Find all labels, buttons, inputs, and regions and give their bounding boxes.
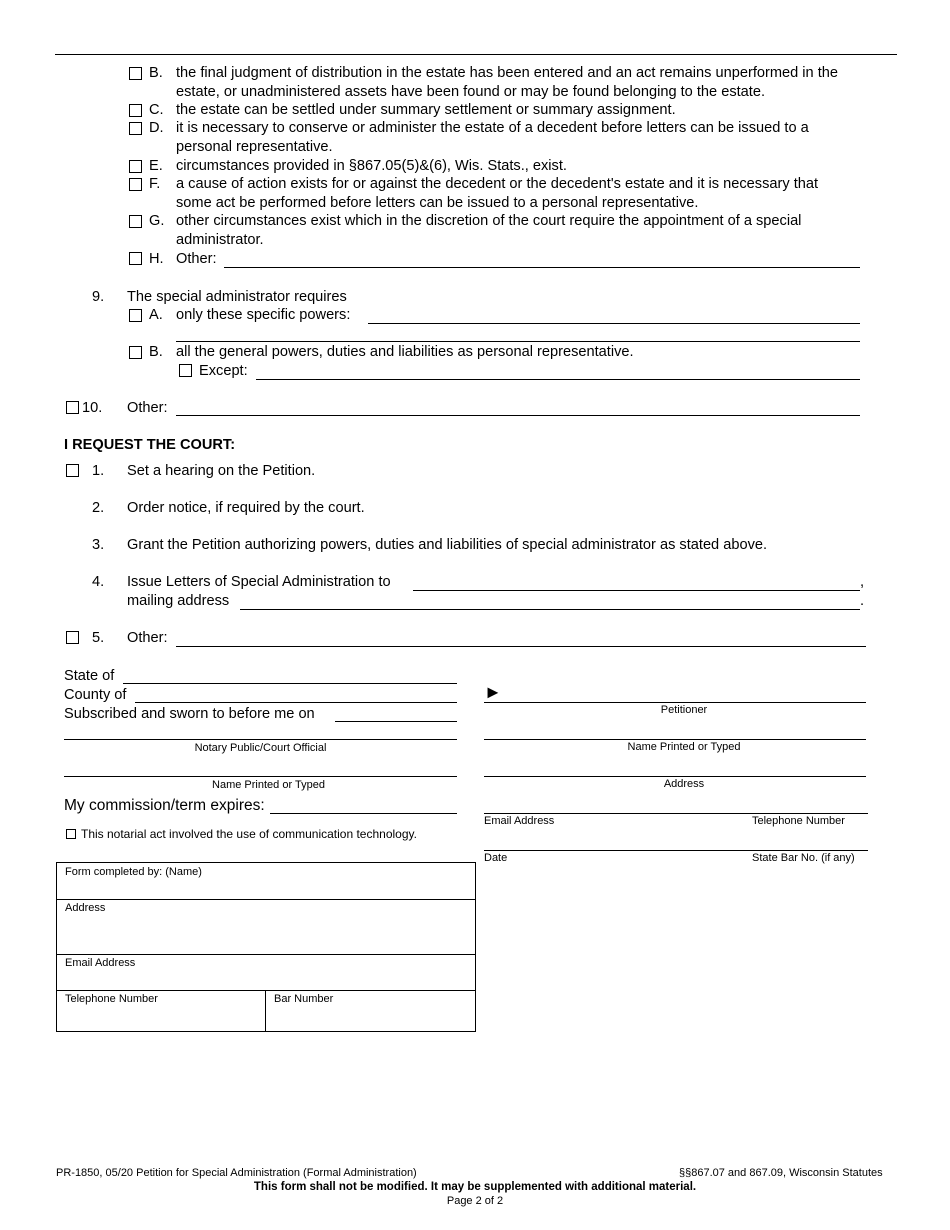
checkbox-9b-except[interactable] bbox=[179, 364, 192, 377]
option-8g-letter: G. bbox=[149, 213, 165, 229]
notary-county-label: County of bbox=[64, 687, 127, 703]
checkbox-8e[interactable] bbox=[129, 160, 142, 173]
request-1-number: 1. bbox=[92, 463, 105, 479]
request-2-number: 2. bbox=[92, 500, 105, 516]
checkbox-8d[interactable] bbox=[129, 122, 142, 135]
completed-telephone-label: Telephone Number bbox=[65, 993, 158, 1005]
checkbox-8h[interactable] bbox=[129, 252, 142, 265]
option-9b-except-line[interactable] bbox=[256, 379, 860, 380]
petitioner-date-label: Date bbox=[484, 852, 508, 864]
section-10-label: Other: bbox=[127, 400, 168, 416]
petitioner-telephone-label: Telephone Number bbox=[752, 815, 845, 827]
petitioner-signature-line[interactable] bbox=[484, 702, 866, 703]
option-8h-line[interactable] bbox=[224, 267, 860, 268]
notary-commission-label: My commission/term expires: bbox=[64, 797, 265, 814]
checkbox-8b[interactable] bbox=[129, 67, 142, 80]
request-5-number: 5. bbox=[92, 630, 105, 646]
notary-name-line[interactable] bbox=[64, 776, 457, 777]
petitioner-email-phone-line[interactable] bbox=[484, 813, 868, 814]
petitioner-email-label: Email Address bbox=[484, 815, 555, 827]
option-8b-text-2: estate, or unadministered assets have been found or may be found belonging to the estate. bbox=[176, 84, 766, 100]
option-9a-line-2[interactable] bbox=[176, 341, 860, 342]
option-8b-text: the final judgment of distribution in the estate has been entered and an act remains unperformed in the bbox=[176, 65, 839, 81]
option-8c-letter: C. bbox=[149, 102, 164, 118]
footer-notice: This form shall not be modified. It may be supplemented with additional material. bbox=[253, 1181, 697, 1193]
checkbox-request-1[interactable] bbox=[66, 464, 79, 477]
petitioner-name-line[interactable] bbox=[484, 739, 866, 740]
notary-commission-line[interactable] bbox=[270, 813, 457, 814]
option-9b-except-label: Except: bbox=[199, 363, 248, 379]
footer-statutes: §§867.07 and 867.09, Wisconsin Statutes bbox=[679, 1167, 883, 1179]
option-8e-text: circumstances provided in §867.05(5)&(6), Wis. Stats., exist. bbox=[176, 158, 567, 174]
checkbox-9a[interactable] bbox=[129, 309, 142, 322]
option-9a-letter: A. bbox=[149, 307, 163, 323]
option-8d-text-2: personal representative. bbox=[176, 139, 333, 155]
section-9-intro: The special administrator requires bbox=[127, 289, 347, 305]
completed-divider-3 bbox=[57, 990, 475, 991]
request-2-text: Order notice, if required by the court. bbox=[127, 500, 365, 516]
checkbox-8c[interactable] bbox=[129, 104, 142, 117]
option-8f-text-2: some act be performed before letters can be issued to a personal representative. bbox=[176, 195, 699, 211]
notary-county-line[interactable] bbox=[135, 702, 457, 703]
notary-official-line[interactable] bbox=[64, 739, 457, 740]
completed-divider-vertical bbox=[265, 990, 266, 1031]
option-8e-letter: E. bbox=[149, 158, 163, 174]
request-4-mailing-label: mailing address bbox=[127, 593, 230, 609]
request-3-text: Grant the Petition authorizing powers, duties and liabilities of special administrator as stated above. bbox=[127, 537, 768, 553]
request-5-line[interactable] bbox=[176, 646, 866, 647]
request-4-text: Issue Letters of Special Administration to bbox=[127, 574, 391, 590]
notary-state-label: State of bbox=[64, 668, 115, 684]
notary-communication-label: This notarial act involved the use of communication technology. bbox=[81, 827, 417, 841]
petitioner-label: Petitioner bbox=[660, 704, 708, 716]
section-10-line[interactable] bbox=[176, 415, 860, 416]
checkbox-8g[interactable] bbox=[129, 215, 142, 228]
petitioner-name-label: Name Printed or Typed bbox=[627, 741, 741, 753]
petitioner-address-label: Address bbox=[663, 778, 705, 790]
checkbox-communication-technology[interactable] bbox=[66, 829, 76, 839]
form-completed-by-box bbox=[56, 862, 476, 1032]
petitioner-address-line[interactable] bbox=[484, 776, 866, 777]
option-8d-letter: D. bbox=[149, 120, 164, 136]
checkbox-8f[interactable] bbox=[129, 178, 142, 191]
petitioner-date-bar-line[interactable] bbox=[484, 850, 868, 851]
checkbox-10[interactable] bbox=[66, 401, 79, 414]
option-9a-label: only these specific powers: bbox=[176, 307, 351, 323]
completed-address-label: Address bbox=[65, 902, 106, 914]
section-9-number: 9. bbox=[92, 289, 105, 305]
request-4-line[interactable] bbox=[413, 590, 860, 591]
request-heading: I REQUEST THE COURT: bbox=[64, 437, 236, 453]
completed-email-label: Email Address bbox=[65, 957, 136, 969]
option-8d-text: it is necessary to conserve or administer the estate of a decedent before letters can be issued to a bbox=[176, 120, 809, 136]
option-8f-letter: F. bbox=[149, 176, 161, 192]
option-8c-text: the estate can be settled under summary settlement or summary assignment. bbox=[176, 102, 676, 118]
option-9b-letter: B. bbox=[149, 344, 163, 360]
top-rule bbox=[55, 54, 897, 55]
option-8b-letter: B. bbox=[149, 65, 163, 81]
section-10-number: 10. bbox=[82, 400, 103, 416]
option-9a-line[interactable] bbox=[368, 323, 860, 324]
footer-form-id: PR-1850, 05/20 Petition for Special Administration (Formal Administration) bbox=[56, 1167, 417, 1179]
completed-divider-2 bbox=[57, 954, 475, 955]
request-4-comma: , bbox=[860, 574, 865, 590]
option-8g-text: other circumstances exist which in the discretion of the court require the appointment of a special bbox=[176, 213, 802, 229]
petitioner-arrow-icon: ► bbox=[484, 682, 502, 702]
option-8h-letter: H. bbox=[149, 251, 164, 267]
option-8g-text-2: administrator. bbox=[176, 232, 264, 248]
request-1-text: Set a hearing on the Petition. bbox=[127, 463, 316, 479]
option-9b-label: all the general powers, duties and liabilities as personal representative. bbox=[176, 344, 634, 360]
notary-name-label: Name Printed or Typed bbox=[212, 779, 325, 791]
request-4-period: . bbox=[860, 593, 865, 609]
option-8f-text: a cause of action exists for or against the decedent or the decedent's estate and it is necessary that bbox=[176, 176, 819, 192]
request-5-text: Other: bbox=[127, 630, 168, 646]
request-4-number: 4. bbox=[92, 574, 105, 590]
petitioner-bar-label: State Bar No. (if any) bbox=[752, 852, 855, 864]
notary-subscribed-line[interactable] bbox=[335, 721, 457, 722]
completed-divider-1 bbox=[57, 899, 475, 900]
notary-state-line[interactable] bbox=[123, 683, 457, 684]
request-3-number: 3. bbox=[92, 537, 105, 553]
completed-name-label: Form completed by: (Name) bbox=[65, 866, 202, 878]
option-8h-label: Other: bbox=[176, 251, 217, 267]
notary-subscribed-label: Subscribed and sworn to before me on bbox=[64, 706, 315, 722]
checkbox-request-5[interactable] bbox=[66, 631, 79, 644]
notary-official-label: Notary Public/Court Official bbox=[194, 742, 327, 754]
footer-page-number: Page 2 of 2 bbox=[446, 1195, 504, 1207]
completed-bar-label: Bar Number bbox=[274, 993, 334, 1005]
checkbox-9b[interactable] bbox=[129, 346, 142, 359]
request-4-mailing-line[interactable] bbox=[240, 609, 860, 610]
